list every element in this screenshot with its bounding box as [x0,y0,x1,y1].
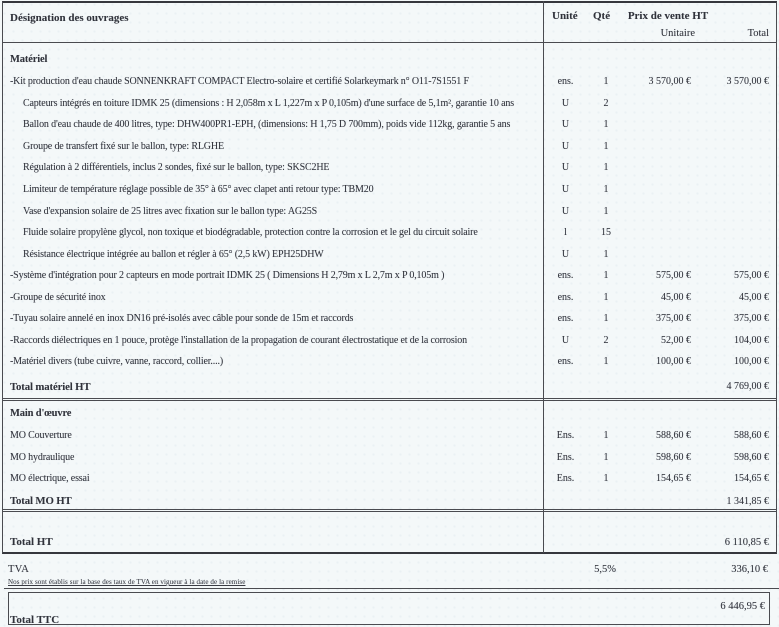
row-unit: ens. [557,291,574,303]
row-unit-price: 598,60 € [656,451,691,463]
row-description: Limiteur de température réglage possible de 35° à 65° avec clapet anti retour type: TBM20 [23,184,374,195]
row-total-price: 375,00 € [734,313,769,325]
grand-total-amount: 6 110,85 € [724,537,769,548]
row-unit-price: 154,65 € [656,473,691,485]
row-total-price: 588,60 € [734,430,769,442]
row-unit: U [561,205,570,217]
section-materiel [3,43,776,401]
row-description: -Tuyau solaire annelé en inox DN16 pré-isolés avec câble pour sonde de 15m et raccords [10,313,354,325]
tva-rate: 5,5% [594,563,616,575]
section-header-row [3,401,776,425]
row-description: Ballon d'eau chaude de 400 litres, type: DHW400PR1-EPH, (dimensions: H 1,75 D 700mm), poids vide 112kg, garantie 5 ans [23,119,511,131]
row-quantity: 1 [603,184,609,195]
tva-note-rule [4,578,779,589]
row-description: MO hydraulique [10,451,75,463]
row-quantity: 1 [603,451,609,463]
row-quantity: 1 [603,270,609,282]
row-quantity: 1 [603,430,609,442]
table-row [3,222,776,244]
table-row [3,93,776,115]
row-unit-price: 575,00 € [656,270,691,282]
row-description: Main d'œuvre [10,407,72,419]
row-total-price: 575,00 € [734,270,769,282]
tva-amount: 336,10 € [731,563,768,575]
row-quantity: 1 [603,119,609,131]
table-row [3,447,776,469]
row-quantity: 1 [603,473,609,485]
table-row [3,351,776,373]
header-unit-price: Unitaire [660,28,695,39]
grand-total-row [3,512,776,552]
table-row [3,286,776,308]
row-description: -Groupe de sécurité inox [10,291,106,303]
row-quantity: 15 [601,227,611,239]
grand-total-label: Total HT [10,536,53,548]
row-description: -Raccords diélectriques en 1 pouce, protège l'installation de la propagation de courant électrostatique et de la corrosion [10,334,467,346]
table-row [3,265,776,287]
row-unit: U [561,184,570,195]
header-unit: Unité [552,10,578,22]
row-quantity: 1 [603,162,609,174]
table-row [3,425,776,447]
row-total-price: 3 570,00 € [726,76,769,88]
row-quantity: 1 [603,356,609,368]
row-quantity: 1 [603,76,609,88]
row-description: -Matériel divers (tube cuivre, vanne, raccord, collier....) [10,356,223,368]
row-quantity: 1 [603,248,609,260]
row-quantity: 1 [603,205,609,217]
section-main-doeuvre [3,401,776,512]
total-ttc-label: Total TTC [10,614,60,626]
total-row [3,375,776,398]
column-divider [543,1,544,553]
row-unit: U [561,140,570,152]
total-ttc-box [8,592,770,625]
table-row [3,179,776,201]
table-header [3,3,776,43]
section-header-row [3,47,776,71]
table-row [3,243,776,265]
row-quantity: 1 [603,291,609,303]
row-unit: U [561,248,570,260]
total-row [3,490,776,513]
row-description: Capteurs intégrés en toiture IDMK 25 (dimensions : H 2,058m x L 1,227m x P 0,105m) d'une surface de 5,1m², garantie 10 ans [23,97,514,109]
row-unit: U [561,119,570,131]
quote-table [2,1,777,554]
row-unit: ens. [557,76,574,88]
tva-label: TVA [8,563,30,575]
row-quantity: 1 [603,140,609,152]
row-unit: ens. [557,270,574,282]
row-total-price: 45,00 € [739,291,769,303]
header-qty: Qté [593,10,611,22]
row-unit-price: 100,00 € [656,356,691,368]
row-description: Résistance électrique intégrée au ballon et régler à 65° (2,5 kW) EPH25DHW [23,248,324,260]
row-description: Total MO HT [10,495,72,508]
table-row [3,71,776,93]
row-unit: Ens. [556,451,575,463]
row-unit-price: 52,00 € [661,334,691,346]
table-row [3,114,776,136]
row-quantity: 2 [603,334,609,346]
row-unit-price: 375,00 € [656,313,691,325]
row-unit: U [561,97,570,109]
row-unit: ens. [557,313,574,325]
row-description: -Kit production d'eau chaude SONNENKRAFT COMPACT Electro-solaire et certifié Solarkeymark n° O11-7S1551 F [10,76,469,88]
table-row [3,200,776,222]
row-total-price: 598,60 € [734,451,769,463]
row-total-price: 104,00 € [734,334,769,346]
row-unit-price: 3 570,00 € [648,76,691,88]
header-total: Total [747,28,769,39]
header-price-group: Prix de vente HT [627,10,709,22]
row-total-price: 4 769,00 € [726,381,769,392]
row-unit: U [561,162,570,174]
row-description: MO Couverture [10,430,72,442]
row-total-price: 1 341,85 € [726,495,769,507]
table-row [3,330,776,352]
row-unit: U [561,334,570,346]
row-description: Vase d'expansion solaire de 25 litres avec fixation sur le ballon type: AG25S [23,205,318,217]
row-description: Total matériel HT [10,380,91,393]
row-total-price: 100,00 € [734,356,769,368]
table-row [3,468,776,490]
row-total-price: 154,65 € [734,473,769,485]
row-quantity: 1 [603,313,609,325]
row-description: -Système d'intégration pour 2 capteurs en mode portrait IDMK 25 ( Dimensions H 2,79m x L 2,7m x P 0,105m ) [10,270,445,282]
tva-note: Nos prix sont établis sur la base des taux de TVA en vigueur à la date de la remise [8,578,246,586]
row-description: MO électrique, essai [10,473,90,485]
row-unit-price: 45,00 € [661,291,691,303]
row-description: Fluide solaire propylène glycol, non toxique et biodégradable, protection contre la corrosion et le gel du circuit solaire [23,227,478,239]
row-unit: ens. [557,356,574,368]
row-description: Matériel [10,53,48,65]
row-quantity: 2 [603,97,609,109]
row-unit-price: 588,60 € [656,430,691,442]
table-row [3,157,776,179]
row-description: Groupe de transfert fixé sur le ballon, type: RLGHE [23,140,224,152]
row-unit: Ens. [556,473,575,485]
row-unit: l [564,227,567,239]
header-designation: Désignation des ouvrages [10,12,129,24]
row-description: Régulation à 2 différentiels, inclus 2 sondes, fixé sur le ballon, type: SKSC2HE [23,162,330,174]
table-row [3,136,776,158]
row-unit: Ens. [556,430,575,442]
table-row [3,308,776,330]
total-ttc-amount: 6 446,95 € [720,601,765,612]
